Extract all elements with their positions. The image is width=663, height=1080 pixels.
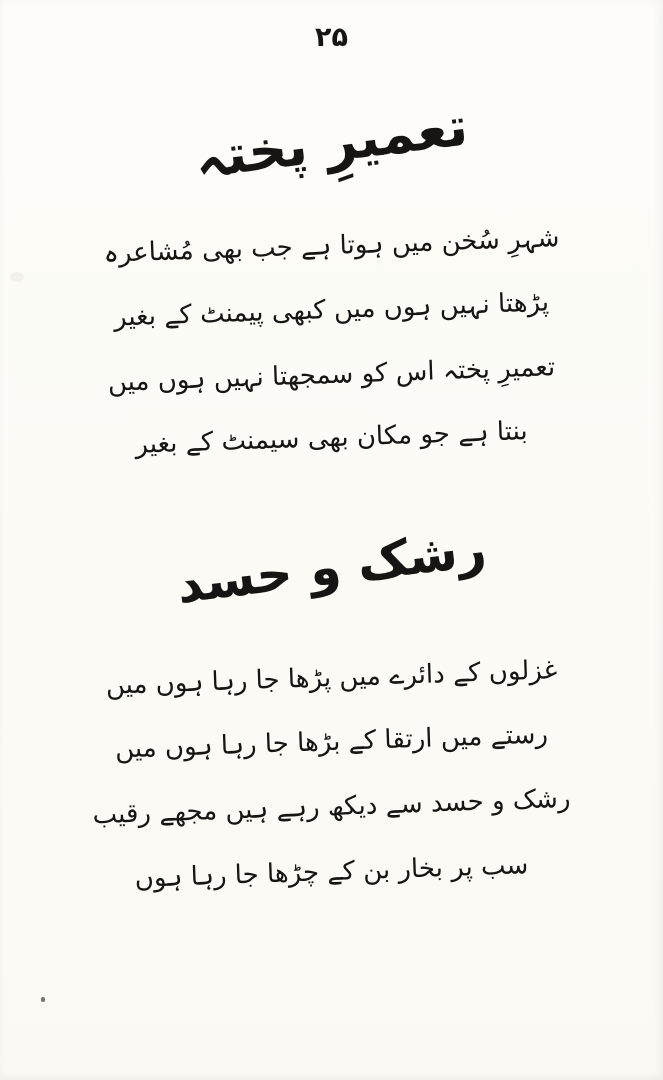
poem-1-title-area bbox=[0, 88, 663, 208]
poem-1-line-1: شہرِ سُخن میں ہوتا ہے جب بھی مُشاعرہ bbox=[103, 223, 560, 269]
poem-2-line-1: غزلوں کے دائرے میں پڑھا جا رہا ہوں میں bbox=[105, 655, 558, 701]
ink-speck bbox=[41, 997, 45, 1002]
paper-smudge bbox=[10, 272, 24, 282]
poem-2-line-4: سب پر بخار بن کے چڑھا جا رہا ہوں bbox=[134, 850, 529, 894]
poem-1-line-3: تعمیرِ پختہ اس کو سمجھتا نہیں ہوں میں bbox=[107, 352, 556, 398]
poem-1-line-4: بنتا ہے جو مکان بھی سیمنٹ کے بغیر bbox=[134, 416, 529, 460]
poem-2-title-area bbox=[0, 512, 663, 622]
page-number: ۲۵ bbox=[315, 22, 348, 53]
poem-1-line-2: پڑھتا نہیں ہوں میں کبھی پیمنٹ کے بغیر bbox=[113, 287, 550, 333]
poem-2-line-2: رستے میں ارتقا کے بڑھا جا رہا ہوں میں bbox=[114, 719, 549, 765]
poem-2-title: رشک و حسد bbox=[173, 519, 490, 615]
poem-1-title: تعمیرِ پختہ bbox=[191, 94, 472, 191]
poem-2-line-3: رشک و حسد سے دیکھ رہے ہیں مجھے رقیب bbox=[92, 783, 571, 831]
